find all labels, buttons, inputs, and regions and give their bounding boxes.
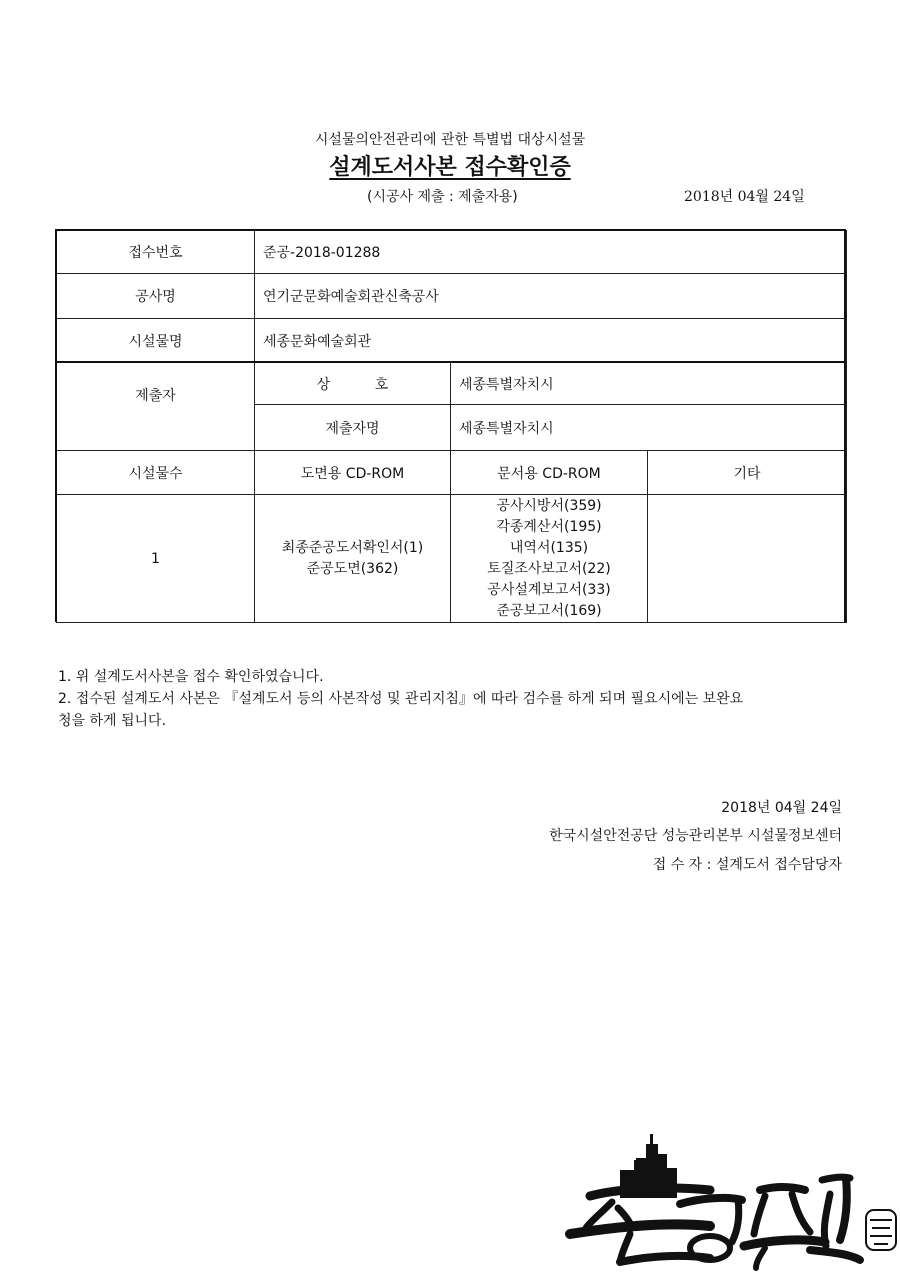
submitter-name-label: 제출자명 bbox=[255, 405, 451, 451]
trade-name-value: 세종특별자치시 bbox=[451, 363, 847, 405]
supertitle: 시설물의안전관리에 관한 특별법 대상시설물 bbox=[314, 132, 586, 148]
etc-header: 기타 bbox=[648, 451, 847, 495]
document-item: 토질조사보고서(22) bbox=[487, 560, 611, 577]
facility-label: 시설물명 bbox=[57, 319, 255, 363]
document-item: 각종계산서(195) bbox=[496, 518, 602, 535]
note-1: 1. 위 설계도서사본을 접수 확인하였습니다. bbox=[58, 669, 324, 685]
junggong-logo-stamp bbox=[560, 1130, 900, 1272]
document-item: 준공보고서(169) bbox=[496, 602, 602, 619]
etc-value bbox=[648, 495, 847, 623]
footer-date: 2018년 04월 24일 bbox=[721, 800, 842, 816]
drawing-cd-list bbox=[255, 495, 451, 623]
project-value: 연기군문화예술회관신축공사 bbox=[255, 274, 847, 319]
drawing-item: 준공도면(362) bbox=[306, 560, 399, 577]
submitter-name-value: 세종특별자치시 bbox=[451, 405, 847, 451]
footer-receiver: 접 수 자 : 설계도서 접수담당자 bbox=[652, 857, 842, 873]
document-cd-list bbox=[451, 495, 648, 623]
note-2: 2. 접수된 설계도서 사본은 『설계도서 등의 사본작성 및 관리지침』에 따라 검수를 하게 되며 필요시에는 보완요 bbox=[58, 691, 744, 707]
facility-value: 세종문화예술회관 bbox=[255, 319, 847, 363]
footer-org: 한국시설안전공단 성능관리본부 시설물정보센터 bbox=[549, 828, 842, 844]
document-cd-header: 문서용 CD-ROM bbox=[451, 451, 648, 495]
receipt-no-label: 접수번호 bbox=[57, 231, 255, 274]
drawing-cd-header: 도면용 CD-ROM bbox=[255, 451, 451, 495]
subtitle: (시공사 제출 : 제출자용) bbox=[367, 189, 518, 205]
facility-count-value: 1 bbox=[57, 495, 255, 623]
receipt-no-value: 준공-2018-01288 bbox=[255, 231, 847, 274]
facility-count-header: 시설물수 bbox=[57, 451, 255, 495]
document-item: 공사시방서(359) bbox=[496, 497, 602, 514]
document-item: 내역서(135) bbox=[509, 539, 589, 556]
receipt-table bbox=[56, 230, 847, 623]
submitter-label: 제출자 bbox=[57, 363, 255, 451]
trade-name-label: 상 호 bbox=[255, 363, 451, 405]
project-label: 공사명 bbox=[57, 274, 255, 319]
document-item: 공사설계보고서(33) bbox=[487, 581, 611, 598]
issue-date: 2018년 04월 24일 bbox=[684, 189, 805, 205]
document-title: 설계도서사본 접수확인증 bbox=[329, 155, 571, 180]
drawing-item: 최종준공도서확인서(1) bbox=[281, 539, 424, 556]
note-2-continued: 청을 하게 됩니다. bbox=[58, 713, 167, 729]
